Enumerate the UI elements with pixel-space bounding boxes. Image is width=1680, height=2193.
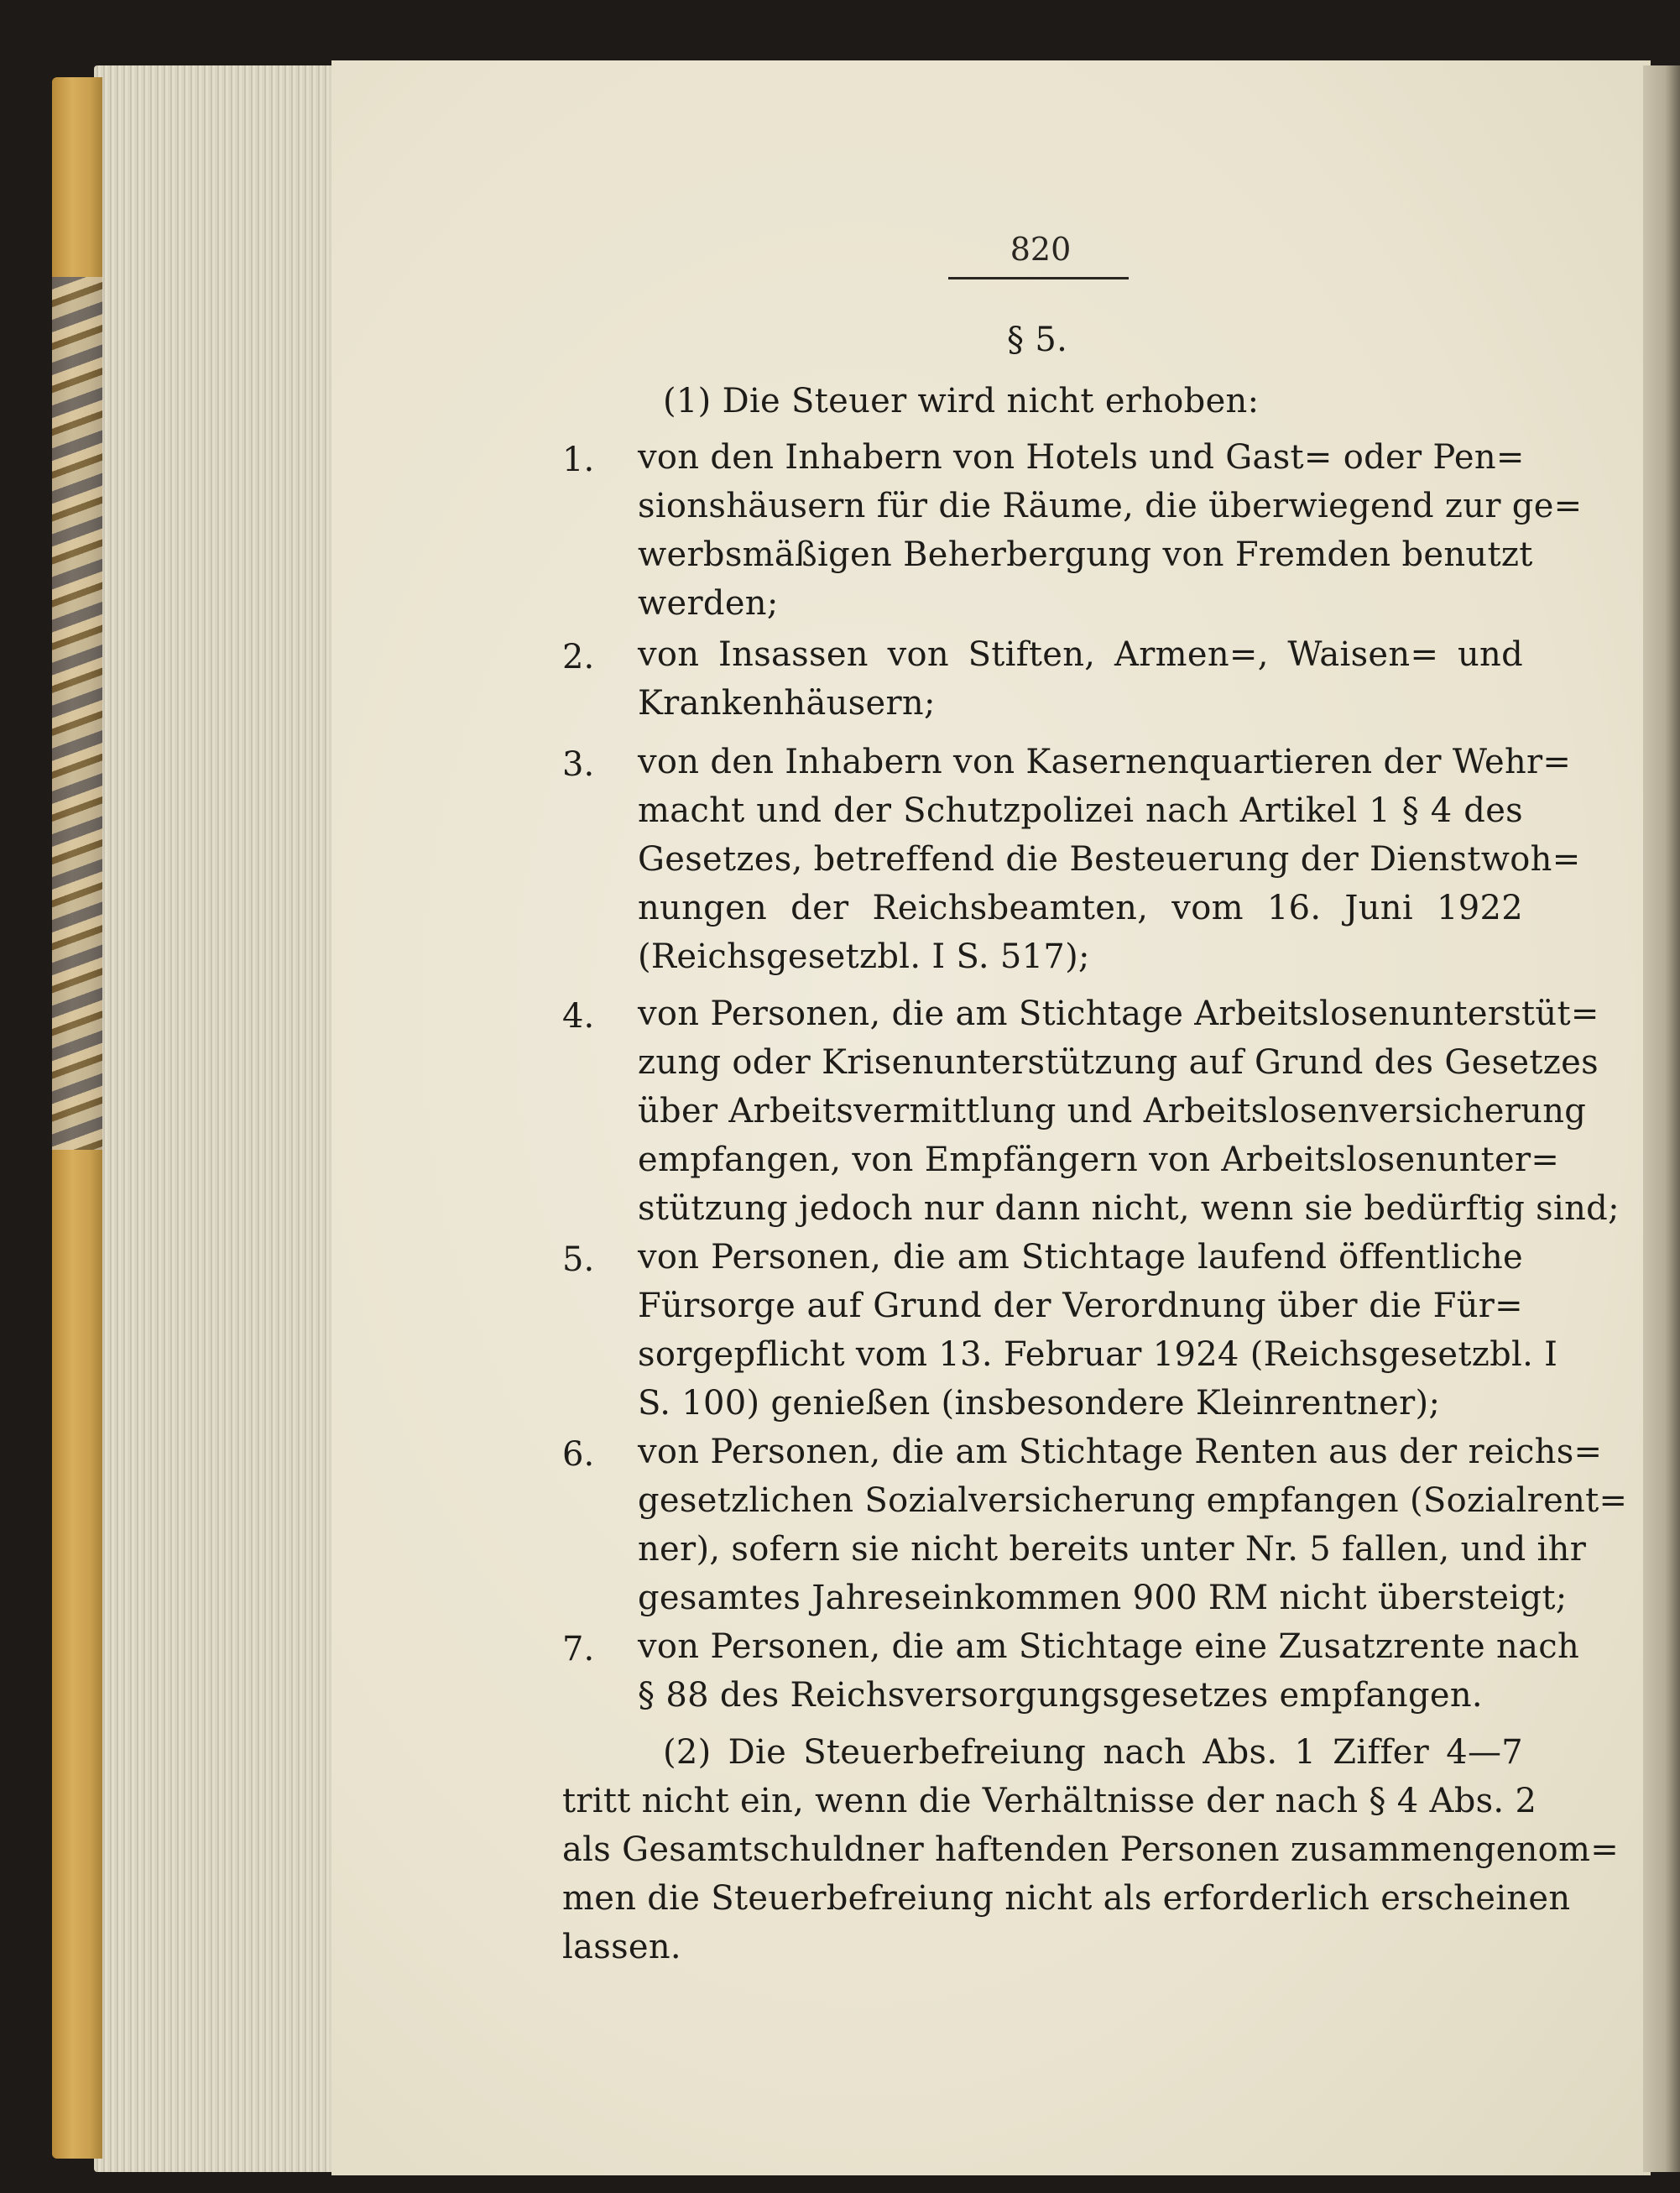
text-line: zung oder Krisenunterstützung auf Grund des Gesetzes <box>638 1043 1599 1082</box>
text-line: stützung jedoch nur dann nicht, wenn sie bedürftig sind; <box>638 1189 1620 1228</box>
item-number-3: 3. <box>562 745 595 784</box>
text-line: von Insassen von Stiften, Armen=, Waisen= und <box>638 635 1523 674</box>
text-line: sorgepflicht vom 13. Februar 1924 (Reichsgesetzbl. I <box>638 1335 1558 1374</box>
text-line: (Reichsgesetzbl. I S. 517); <box>638 937 1090 976</box>
text-line: werbsmäßigen Beherbergung von Fremden benutzt <box>638 535 1533 574</box>
text-line: von Personen, die am Stichtage Arbeitslosenunterstüt= <box>638 995 1599 1033</box>
paragraph-2-line: tritt nicht ein, wenn die Verhältnisse der nach § 4 Abs. 2 <box>562 1782 1537 1820</box>
item-number-1: 1. <box>562 441 595 479</box>
marbled-edge <box>52 277 102 1150</box>
item-number-4: 4. <box>562 997 595 1036</box>
text-line: S. 100) genießen (insbesondere Kleinrentner); <box>638 1384 1441 1423</box>
text-line: von den Inhabern von Hotels und Gast= oder Pen= <box>638 438 1525 477</box>
text-line: ner), sofern sie nicht bereits unter Nr. 5 fallen, und ihr <box>638 1530 1587 1569</box>
text-line: Gesetzes, betreffend die Besteuerung der Dienstwoh= <box>638 840 1581 879</box>
text-line: empfangen, von Empfängern von Arbeitslosenunter= <box>638 1141 1560 1179</box>
text-line: Krankenhäusern; <box>638 684 936 723</box>
paragraph-2-line: lassen. <box>562 1928 681 1966</box>
section-heading: § 5. <box>1007 321 1068 359</box>
gutter-shadow <box>1643 65 1680 2172</box>
text-line: von Personen, die am Stichtage eine Zusatzrente nach <box>638 1627 1580 1666</box>
item-number-2: 2. <box>562 638 595 676</box>
paragraph-2-line: als Gesamtschuldner haftenden Personen zusammengenom= <box>562 1830 1620 1869</box>
page-number: 820 <box>1010 231 1072 268</box>
page-edges <box>94 65 337 2172</box>
text-line: von Personen, die am Stichtage Renten aus der reichs= <box>638 1433 1603 1471</box>
item-number-5: 5. <box>562 1240 595 1279</box>
text-line: von Personen, die am Stichtage laufend öffentliche <box>638 1238 1523 1277</box>
text-line: sionshäusern für die Räume, die überwiegend zur ge= <box>638 487 1583 525</box>
text-line: nungen der Reichsbeamten, vom 16. Juni 1922 <box>638 889 1523 927</box>
text-line: von den Inhabern von Kasernenquartieren der Wehr= <box>638 743 1572 781</box>
text-line: Fürsorge auf Grund der Verordnung über die Für= <box>638 1287 1523 1325</box>
text-line: werden; <box>638 584 779 623</box>
text-line: § 88 des Reichsversorgungsgesetzes empfangen. <box>638 1676 1483 1715</box>
text-line: über Arbeitsvermittlung und Arbeitslosenversicherung <box>638 1092 1587 1130</box>
text-line: macht und der Schutzpolizei nach Artikel 1 § 4 des <box>638 791 1523 830</box>
item-number-7: 7. <box>562 1630 595 1668</box>
text-line: gesamtes Jahreseinkommen 900 RM nicht übersteigt; <box>638 1579 1568 1617</box>
paragraph-1-intro: (1) Die Steuer wird nicht erhoben: <box>663 382 1260 420</box>
item-number-6: 6. <box>562 1435 595 1474</box>
paragraph-2-line: men die Steuerbefreiung nicht als erforderlich erscheinen <box>562 1879 1571 1918</box>
paragraph-2-line: (2) Die Steuerbefreiung nach Abs. 1 Ziffer 4—7 <box>663 1733 1523 1772</box>
page-number-rule <box>948 277 1129 279</box>
text-line: gesetzlichen Sozialversicherung empfangen (Sozialrent= <box>638 1481 1628 1520</box>
